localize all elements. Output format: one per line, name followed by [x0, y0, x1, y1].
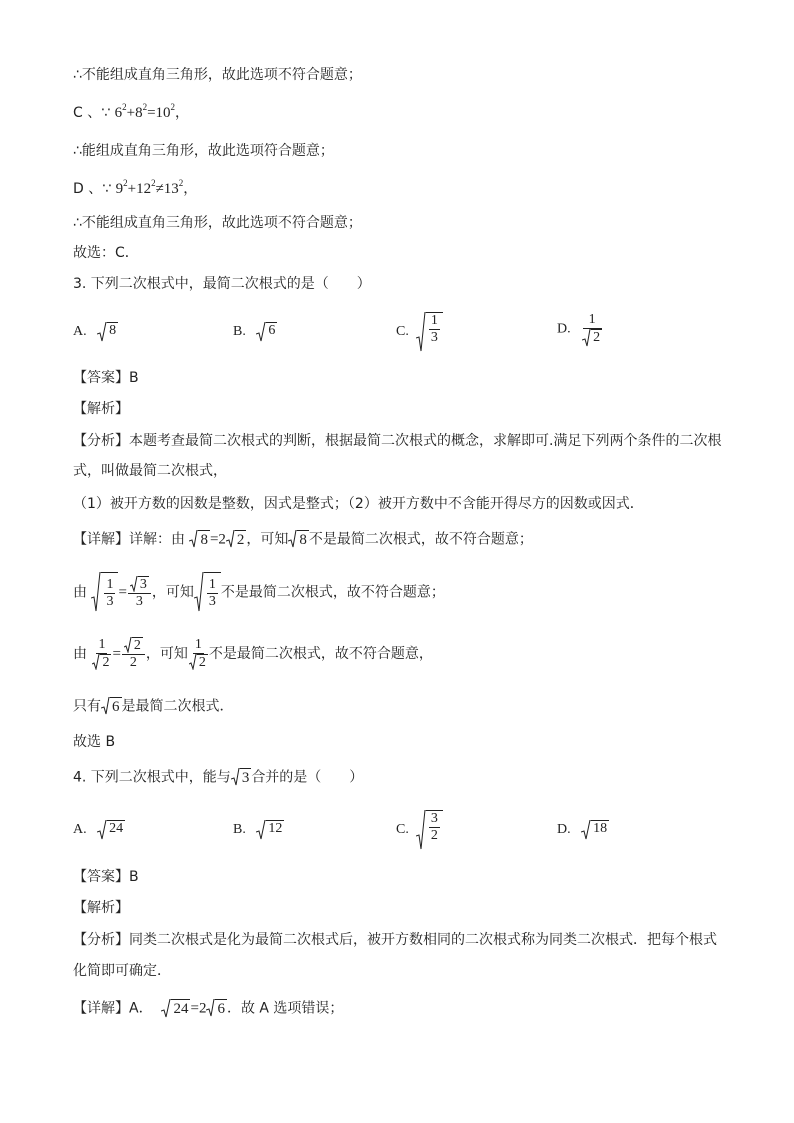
q3-option-c: C. $\frac{1}{3}$	[396, 312, 443, 352]
equation: $6^2+8^2=10^2$	[114, 102, 176, 121]
question-4-stem: 4. 下列二次根式中，能与 3 合并的是（ ）	[73, 769, 364, 786]
q4-analysis-label: 【解析】	[73, 900, 129, 916]
q3-conclusion: 故选 B	[73, 734, 116, 750]
option-d-check: D 、∵ $9^2+12^2\ne 13^2$，	[73, 178, 198, 197]
equation: $9^2+12^2\ne 13^2$	[115, 178, 184, 197]
text: C 、∵	[73, 105, 111, 121]
conclusion: 故选：C．	[73, 245, 139, 261]
q3-detail-1: 【详解】详解：由 8 =2 2 ，可知 8 不是最简二次根式，故不符合题意；	[73, 531, 533, 548]
q3-conditions: （1）被开方数的因数是整数，因式是整式；（2）被开方数中不含能开得尽方的因数或因式．	[73, 496, 644, 512]
q4-answer: 【答案】B	[73, 869, 139, 885]
q3-option-b: B. 6	[233, 322, 277, 342]
q3-option-d: D. $\frac{1}{2}$	[557, 312, 601, 345]
q3-fenxi: 【分析】本题考查最简二次根式的判断，根据最简二次根式的概念，求解即可.满足下列两个条件的二次根	[73, 433, 722, 449]
q4-fenxi-cont: 化简即可确定．	[73, 963, 171, 979]
q3-fenxi-cont: 式，叫做最简二次根式，	[73, 463, 227, 479]
text: D 、∵	[73, 181, 112, 197]
q3-analysis-label: 【解析】	[73, 401, 129, 417]
q4-option-a: A. 24	[73, 820, 125, 840]
q4-option-d: D. 18	[557, 820, 609, 840]
q3-detail-2: 由 $\frac{1}{3}$ = $\frac{3}{3}$ ，可知 $\frac{1}{3}$ 不是最简二次根式，故不符合题意；	[73, 572, 445, 613]
q3-option-a: A. 8	[73, 322, 118, 342]
text-line: ∴不能组成直角三角形，故此选项不符合题意；	[73, 67, 362, 83]
q4-option-c: C. $\frac{3}{2}$	[396, 810, 443, 850]
q4-option-b: B. 12	[233, 820, 284, 840]
q3-detail-4: 只有 6 是最简二次根式．	[73, 698, 234, 715]
question-3-stem: 3. 下列二次根式中，最简二次根式的是（ ）	[73, 276, 371, 292]
q3-answer: 【答案】B	[73, 370, 139, 386]
q4-detail-1: 【详解】A． 24 =2 6 ．故 A 选项错误；	[73, 1000, 344, 1017]
option-c-check: C 、∵ $6^2+8^2=10^2$，	[73, 102, 190, 121]
text-line: ∴能组成直角三角形，故此选项符合题意；	[73, 143, 334, 159]
q4-fenxi: 【分析】同类二次根式是化为最简二次根式后，被开方数相同的二次根式称为同类二次根式．把每个根式	[73, 932, 717, 948]
q3-detail-3: 由 $\frac{1}{2}$ = $\frac{2}{2}$ ，可知 $\frac{1}{2}$ 不是最简二次根式，故不符合题意，	[73, 637, 433, 670]
text-line: ∴不能组成直角三角形，故此选项不符合题意；	[73, 215, 362, 231]
